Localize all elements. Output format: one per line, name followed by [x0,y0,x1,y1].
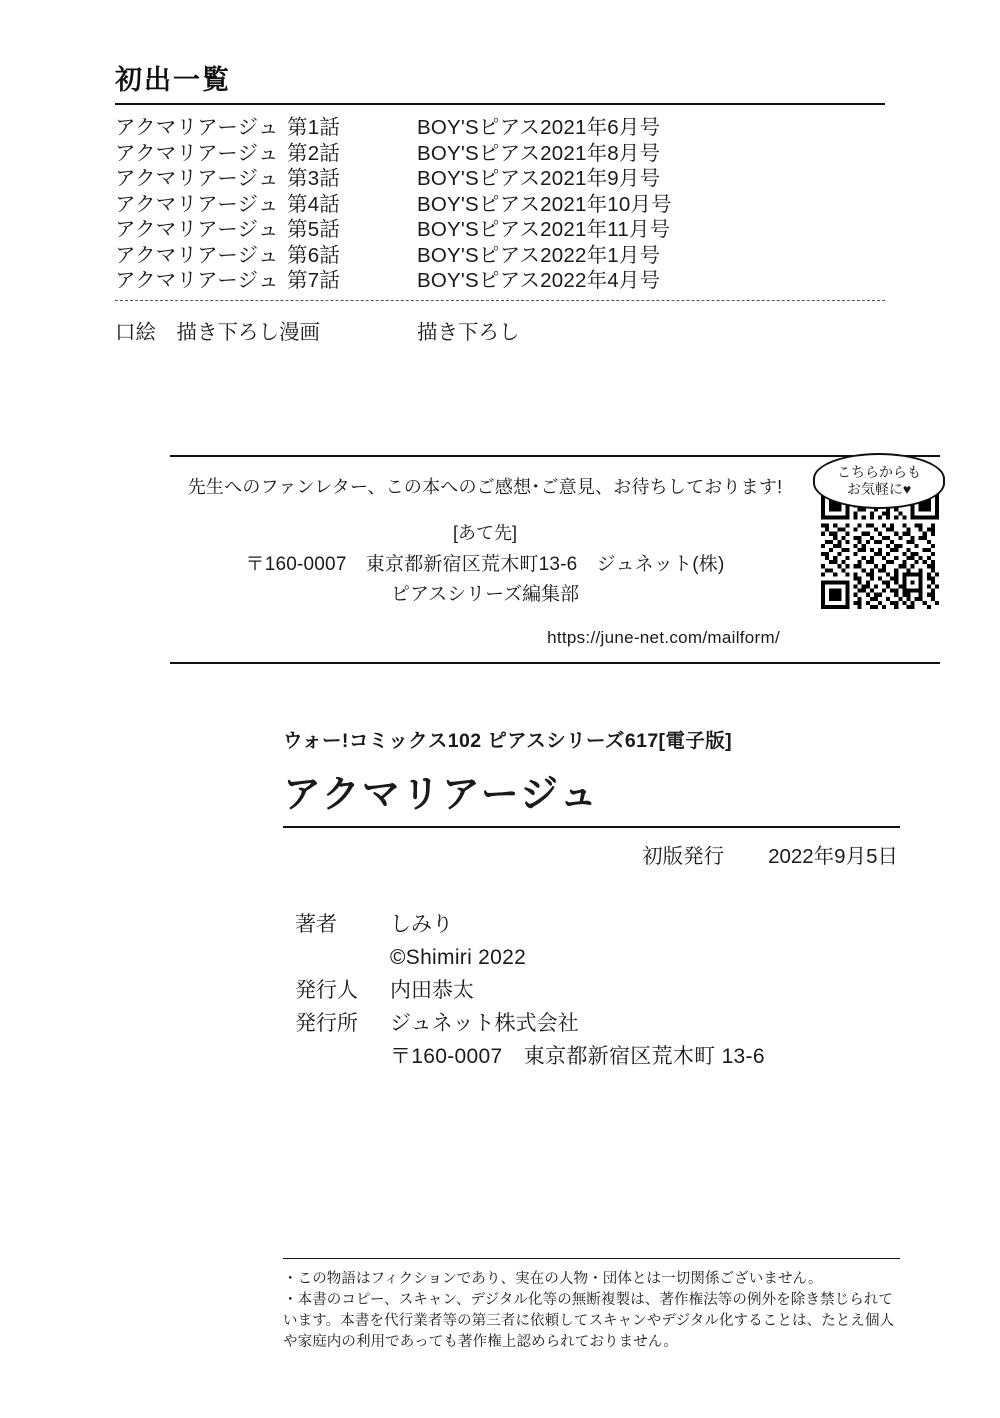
edition-label: 初版発行 [642,845,725,868]
section-heading: 初出一覧 [115,65,231,95]
publisher-label: 発行所 [295,1012,358,1035]
credit-source: BOY'Sピアス2021年8月号 [417,141,661,165]
notice-item: ・本書のコピー、スキャン、デジタル化等の無断複製は、著作権法等の例外を除き禁じられています。本書を代行業者等の第三者に依頼してスキャンやデジタル化することは、たとえ個人や家庭内の利用であっても著作権上認められておりません。 [283,1292,895,1350]
speech-bubble [813,453,945,509]
publisher-person-name: 内田恭太 [390,979,474,1002]
divider-thin [283,1258,900,1259]
divider-thick [283,826,900,828]
address-line-1: 〒160-0007 東京都新宿区荒木町13-6 ジュネット(株) [245,554,725,575]
credit-episode: 第1話 [287,116,341,139]
publisher-person-row [295,974,765,1007]
fan-letter-body [170,457,940,662]
publication-details [295,908,765,1073]
credit-title: アクマリアージュ [115,167,279,190]
credit-title: アクマリアージュ [115,243,279,267]
series-line: ウォー!コミックス102 ピアスシリーズ617[電子版] [283,730,733,752]
credit-episode: 第4話 [287,192,341,216]
credit-title: アクマリアージュ [115,269,279,292]
credit-source: BOY'Sピアス2022年4月号 [417,269,661,292]
credit-extra-source: 描き下ろし [417,320,520,344]
credit-list [115,115,885,294]
credit-episode: 第5話 [287,218,341,241]
credit-title: アクマリアージュ [115,141,279,165]
bubble-line-1: こちらからも [837,464,921,480]
edition-row [283,839,903,869]
address-label: [あて先] [452,523,517,543]
address-line-2: ピアスシリーズ編集部 [390,584,580,605]
credit-source: BOY'Sピアス2022年1月号 [417,243,661,267]
credit-row [115,192,885,218]
qr-code-block [815,464,945,609]
credit-row [115,166,885,192]
author-label: 著者 [295,913,337,936]
credit-source: BOY'Sピアス2021年9月号 [417,167,661,190]
credit-episode: 第3話 [287,167,341,190]
bubble-line-2: お気軽に♥ [846,481,912,497]
publisher-name: ジュネット株式会社 [390,1012,579,1035]
credit-extra-row [115,315,885,345]
credit-episode: 第7話 [287,269,341,292]
first-appearance-section [115,58,885,345]
book-title: アクマリアージュ [283,774,600,816]
credit-title: アクマリアージュ [115,218,279,241]
publisher-person-label: 発行人 [295,979,358,1002]
credit-title: アクマリアージュ [115,116,279,139]
notice-item: ・この物語はフィクションであり、実在の人物・団体とは一切関係ございません。 [283,1271,823,1287]
credit-source: BOY'Sピアス2021年10月号 [417,192,672,216]
author-name: しみり [390,913,453,936]
publisher-address: 〒160-0007 東京都新宿区荒木町 13-6 [390,1045,765,1068]
credit-row [115,141,885,167]
credit-row [115,115,885,141]
credit-source: BOY'Sピアス2021年6月号 [417,116,661,139]
divider-thick [115,103,885,105]
notice-list [283,1269,900,1353]
credit-source: BOY'Sピアス2021年11月号 [417,218,671,241]
credit-row [115,268,885,294]
edition-date: 2022年9月5日 [768,845,898,868]
copyright-line: ©Shimiri 2022 [390,946,527,969]
author-row [295,908,765,941]
credit-episode: 第2話 [287,141,341,165]
credit-episode: 第6話 [287,243,341,267]
fan-letter-lead: 先生へのファンレター、この本へのご感想･ご意見、お待ちしております! [187,477,783,497]
credit-row [115,243,885,269]
divider-dashed [115,300,885,301]
fan-letter-section [170,455,940,664]
credit-row [115,217,885,243]
colophon-section [283,725,903,869]
divider-thick [170,662,940,664]
credit-title: アクマリアージュ [115,192,279,216]
credit-extra-label: 口絵 描き下ろし漫画 [115,320,320,344]
notice-section [283,1258,900,1353]
publisher-row [295,1007,765,1040]
mailform-url[interactable]: https://june-net.com/mailform/ [547,628,780,647]
